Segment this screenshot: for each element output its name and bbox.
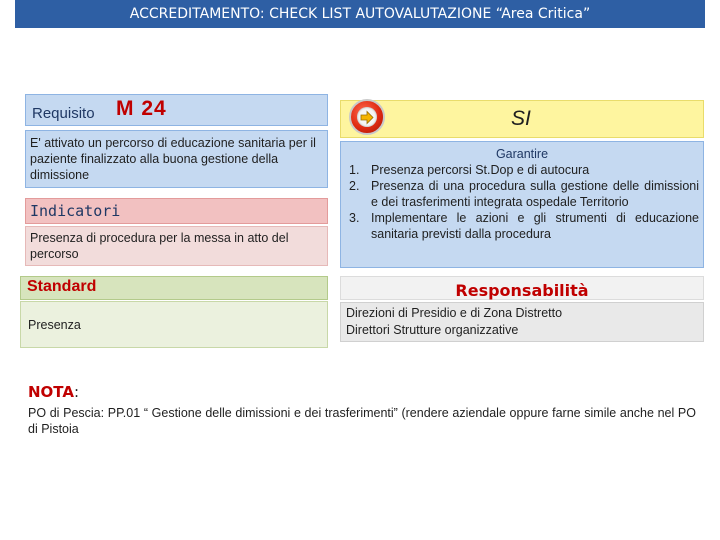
indicatori-text: Presenza di procedura per la messa in atto del percorso — [25, 226, 328, 266]
responsabilita-box — [340, 302, 704, 342]
page-title: ACCREDITAMENTO: CHECK LIST AUTOVALUTAZIONE “Area Critica” — [15, 0, 705, 28]
list-item — [349, 178, 699, 210]
list-item-text: Presenza di una procedura sulla gestione delle dimissioni e dei trasferimenti integrata ospedale Territorio — [371, 179, 699, 209]
list-item-number: 3. — [349, 211, 360, 225]
requisito-label: Requisito — [32, 105, 95, 122]
requisito-description: E' attivato un percorso di educazione sanitaria per il paziente finalizzato alla buona gestione della dimissione — [25, 130, 328, 188]
indicatori-heading: Indicatori — [25, 198, 328, 224]
arrow-glyph — [353, 104, 381, 132]
responsabilita-heading: Responsabilità — [340, 276, 704, 300]
nota-label — [28, 383, 79, 401]
responsabilita-line: Direzioni di Presidio e di Zona Distretto — [346, 306, 563, 320]
list-item-text: Implementare le azioni e gli strumenti di educazione sanitaria previsti dalla procedura — [371, 211, 699, 241]
list-item — [349, 162, 699, 178]
standard-text: Presenza — [20, 301, 328, 348]
nota-label-text: NOTA — [28, 383, 74, 401]
list-item-number: 2. — [349, 179, 360, 193]
requisito-code: M 24 — [116, 97, 167, 120]
list-item — [349, 210, 699, 242]
list-item-number: 1. — [349, 163, 360, 177]
nota-text: PO di Pescia: PP.01 “ Gestione delle dimissioni e dei trasferimenti” (rendere aziendale oppure farne simile anche nel PO di Pistoia — [28, 406, 696, 436]
garantire-list — [349, 162, 699, 242]
list-item-text: Presenza percorsi St.Dop e di autocura — [371, 163, 590, 177]
standard-heading: Standard — [20, 276, 328, 300]
nota-colon: : — [73, 383, 80, 401]
requisito-box — [25, 94, 328, 126]
garantire-box — [340, 141, 704, 268]
arrow-right-icon[interactable] — [349, 99, 385, 135]
responsabilita-line: Direttori Strutture organizzative — [346, 323, 519, 337]
risposta-box — [340, 100, 704, 138]
risposta-value: SI — [511, 107, 531, 130]
garantire-heading: Garantire — [495, 147, 549, 161]
